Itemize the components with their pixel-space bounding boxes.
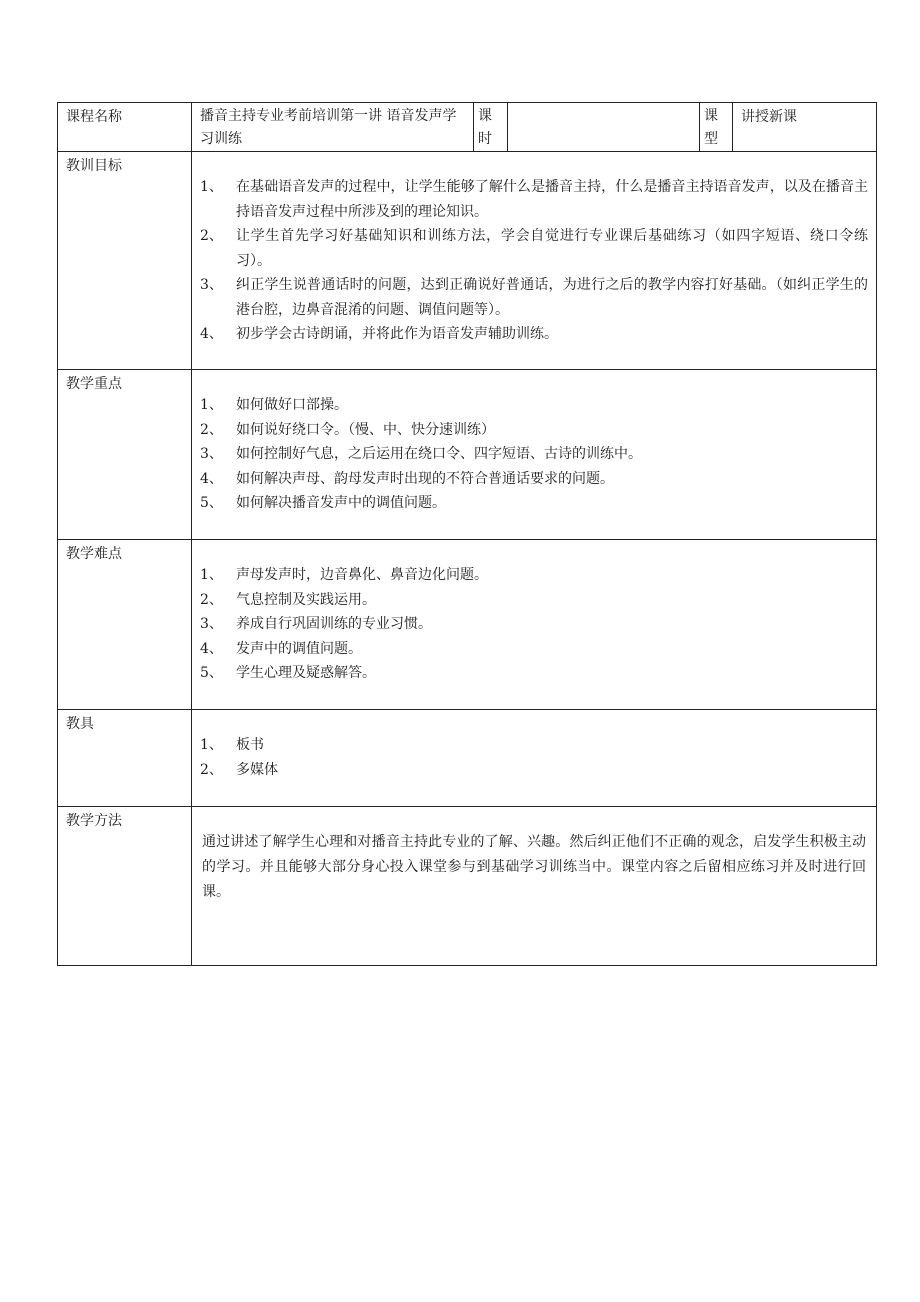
list-item-text: 如何解决播音发声中的调值问题。 [236,495,446,511]
type-label-char-1: 课 [704,108,718,124]
type-label [700,103,732,151]
goals-list [192,152,876,357]
type-value-cell [733,103,877,152]
list-item [200,588,868,613]
list-item-text: 养成自行巩固训练的专业习惯。 [236,616,432,632]
hours-label-cell [474,103,508,152]
methods-content-cell [192,807,877,966]
key-points-label-cell [58,370,192,540]
difficulties-list [192,540,876,696]
methods-label-cell [58,807,192,966]
lesson-plan-table [57,102,877,966]
list-item-text: 纠正学生说普通话时的问题，达到正确说好普通话，为进行之后的教学内容打好基础。（如纠正学生的港台腔，边鼻音混淆的问题、调值问题等）。 [236,277,868,318]
course-name-value-cell [192,103,474,152]
list-item-text: 如何说好绕口令。（慢、中、快分速训练） [236,421,495,438]
difficulties-content-cell [192,540,877,710]
list-item [200,563,868,588]
list-item-number: 5、 [200,495,223,511]
list-item-number: 5、 [200,665,223,681]
list-item-text: 在基础语音发声的过程中，让学生能够了解什么是播音主持，什么是播音主持语音发声，以及在播音主持语音发声过程中所涉及到的理论知识。 [236,179,868,220]
list-item [200,175,868,224]
list-item [200,661,868,686]
list-item [200,467,868,492]
course-name-label-cell [58,103,192,152]
list-item-text: 多媒体 [236,761,278,778]
list-item [200,393,868,418]
list-item [200,442,868,467]
list-item [200,758,868,783]
goals-row [58,152,877,370]
key-points-content-cell [192,370,877,540]
goals-label: 教训目标 [66,158,122,174]
type-value: 讲授新课 [741,109,797,125]
methods-content [192,807,876,915]
goals-content-cell [192,152,877,370]
list-item-text: 如何解决声母、韵母发声时出现的不符合普通话要求的问题。 [236,470,614,487]
list-item-number: 2、 [200,591,223,608]
difficulties-row [58,540,877,710]
list-item [200,637,868,662]
tools-list [192,710,876,792]
hours-label [474,103,507,151]
tools-label: 教具 [66,716,94,732]
list-item-number: 1、 [200,737,223,753]
list-item [200,733,868,758]
type-label-cell [700,103,733,152]
tools-content-cell [192,710,877,807]
methods-paragraph: 通过讲述了解学生心理和对播音主持此专业的了解、兴趣。然后纠正他们不正确的观念，启发学生积极主动的学习。并且能够大部分身心投入课堂参与到基础学习训练当中。课堂内容之后留相应练习并及时进行回课。 [202,834,866,900]
list-item-text: 气息控制及实践运用。 [236,591,376,608]
goals-label-cell [58,152,192,370]
list-item-number: 2、 [200,761,223,778]
list-item-text: 学生心理及疑惑解答。 [236,665,376,681]
hours-value-cell [508,103,700,152]
list-item-number: 1、 [200,179,223,195]
list-item [200,612,868,637]
course-name-value: 播音主持专业考前培训第一讲 语音发声学习训练 [200,108,457,147]
key-points-row [58,370,877,540]
hours-label-char-1: 课 [478,108,492,124]
list-item-text: 如何控制好气息，之后运用在绕口令、四字短语、古诗的训练中。 [236,446,642,462]
key-points-label: 教学重点 [66,376,122,392]
list-item-number: 1、 [200,397,223,413]
tools-row [58,710,877,807]
list-item-text: 发声中的调值问题。 [236,640,362,657]
list-item-text: 如何做好口部操。 [236,397,348,413]
list-item-number: 4、 [200,470,223,487]
list-item [200,322,868,347]
hours-value [508,103,699,106]
list-item-number: 3、 [200,277,223,293]
list-item-text: 声母发声时，边音鼻化、鼻音边化问题。 [236,567,488,583]
list-item [200,491,868,516]
list-item [200,418,868,443]
difficulties-label-cell [58,540,192,710]
list-item [200,224,868,273]
list-item-number: 1、 [200,567,223,583]
list-item-number: 4、 [200,326,223,342]
list-item-text: 让学生首先学习好基础知识和训练方法，学会自觉进行专业课后基础练习（如四字短语、绕口令练习）。 [236,228,868,269]
hours-label-char-2: 时 [478,131,492,147]
header-row [58,103,877,152]
list-item-number: 3、 [200,616,223,632]
list-item-text: 板书 [236,737,264,753]
type-label-char-2: 型 [704,131,718,147]
course-name-label: 课程名称 [66,109,122,125]
methods-label: 教学方法 [66,813,122,829]
difficulties-label: 教学难点 [66,546,122,562]
list-item-number: 4、 [200,640,223,657]
list-item [200,273,868,322]
key-points-list [192,370,876,526]
tools-label-cell [58,710,192,807]
list-item-number: 3、 [200,446,223,462]
list-item-text: 初步学会古诗朗诵，并将此作为语音发声辅助训练。 [236,326,558,342]
methods-row [58,807,877,966]
list-item-number: 2、 [200,228,223,244]
list-item-number: 2、 [200,421,223,438]
